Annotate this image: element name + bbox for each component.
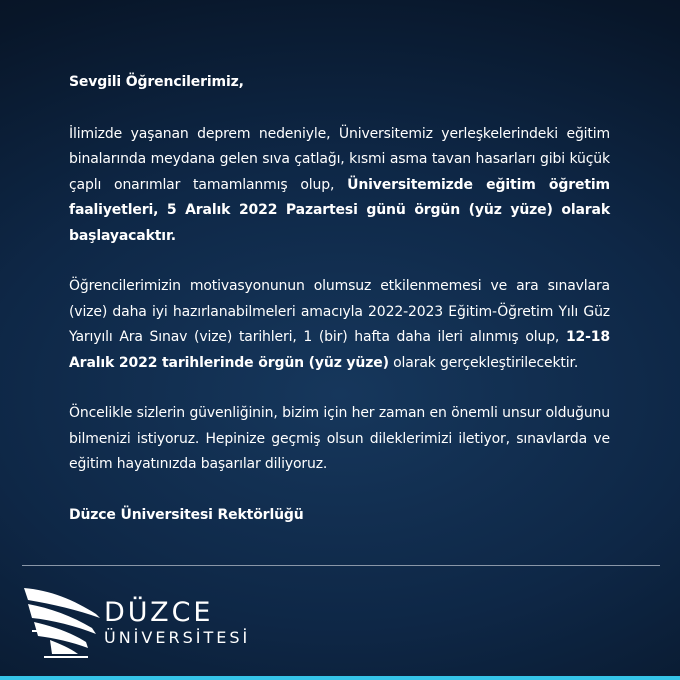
sail-logo-icon xyxy=(22,584,102,660)
paragraph-2-emphasis: 12-18 Aralık 2022 tarihlerinde örgün (yüz yüze) xyxy=(69,329,610,371)
signature: Düzce Üniversitesi Rektörlüğü xyxy=(69,506,304,523)
paragraph-3: Öncelikle sizlerin güvenliğinin, bizim için her zaman en önemli unsur olduğunu bilmenizi istiyoruz. Hepinize geçmiş olsun dileklerimizi iletiyor, sınavlarda ve eğitim hayatınızda başarılar diliyoruz. xyxy=(69,405,610,472)
divider xyxy=(22,565,660,566)
greeting: Sevgili Öğrencilerimiz, xyxy=(69,74,244,90)
letter-body xyxy=(69,70,610,528)
university-logo xyxy=(22,584,262,660)
paragraph-2-tail: olarak gerçekleştirilecektir. xyxy=(388,354,579,371)
paragraph-1-text: İlimizde yaşanan deprem nedeniyle, Üniversitemiz yerleşkelerindeki eğitim binalarında meydana gelen sıva çatlağı, kısmi asma tavan hasarları gibi küçük çaplı onarımlar tamamlanmış olup, xyxy=(69,125,610,193)
accent-bar xyxy=(0,676,680,680)
logo-subtitle: ÜNİVERSİTESİ xyxy=(104,628,251,647)
paragraph-1-emphasis: Üniversitemizde eğitim öğretim faaliyetleri, 5 Aralık 2022 Pazartesi günü örgün (yüz yüze) olarak başlayacaktır. xyxy=(69,176,610,244)
paragraph-1 xyxy=(69,122,610,250)
paragraph-2 xyxy=(69,274,610,376)
paragraph-2-text: Öğrencilerimizin motivasyonunun olumsuz etkilenmemesi ve ara sınavlara (vize) daha iyi hazırlanabilmeleri amacıyla 2022-2023 Eğitim-Öğretim Yılı Güz Yarıyılı Ara Sınav (vize) tarihleri, 1 (bir) hafta daha ileri alınmış olup, xyxy=(69,278,610,345)
logo-name: DÜZCE xyxy=(104,597,214,628)
